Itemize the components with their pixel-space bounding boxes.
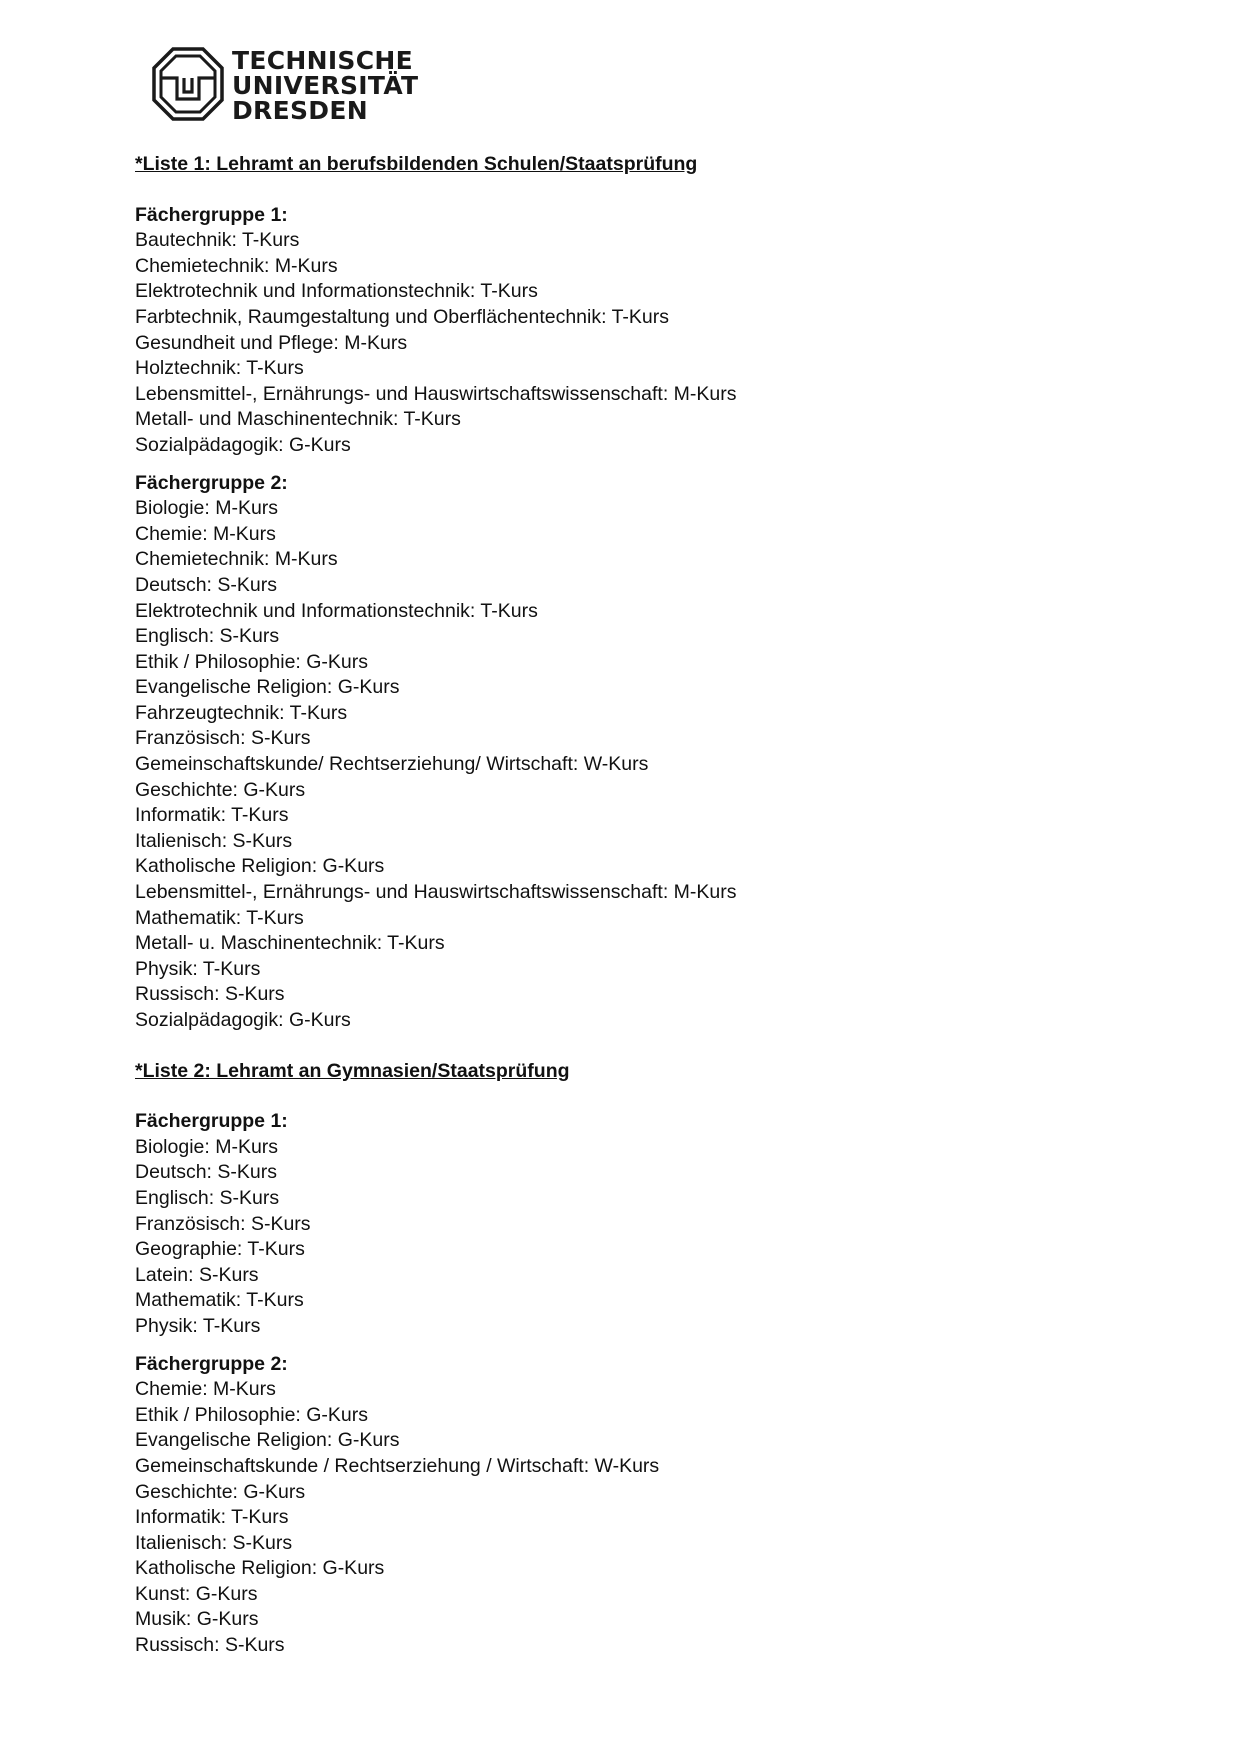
subject-item: Latein: S-Kurs [135, 1263, 259, 1286]
subject-item: Katholische Religion: G-Kurs [135, 1557, 385, 1580]
subject-item: Ethik / Philosophie: G-Kurs [135, 650, 369, 673]
subject-group [135, 1352, 1135, 1659]
subject-item: Englisch: S-Kurs [135, 625, 280, 648]
subject-item: Musik: G-Kurs [135, 1608, 259, 1631]
group-title: Fächergruppe 2: [135, 471, 288, 494]
subject-item: Gesundheit und Pflege: M-Kurs [135, 331, 408, 354]
subject-item: Deutsch: S-Kurs [135, 1161, 277, 1184]
subject-item: Metall- und Maschinentechnik: T-Kurs [135, 408, 461, 431]
subject-item: Italienisch: S-Kurs [135, 1531, 293, 1554]
group-title: Fächergruppe 1: [135, 1110, 288, 1133]
document-body [135, 152, 1135, 1684]
list-title: *Liste 2: Lehramt an Gymnasien/Staatsprüfung [135, 1059, 570, 1082]
subject-item: Informatik: T-Kurs [135, 804, 289, 827]
university-logo [152, 46, 419, 125]
subject-item: Farbtechnik, Raumgestaltung und Oberflächentechnik: T-Kurs [135, 305, 670, 328]
subject-item: Biologie: M-Kurs [135, 497, 279, 520]
subject-item: Deutsch: S-Kurs [135, 573, 277, 596]
subject-item: Biologie: M-Kurs [135, 1135, 279, 1158]
group-title: Fächergruppe 2: [135, 1352, 288, 1375]
subject-item: Fahrzeugtechnik: T-Kurs [135, 701, 348, 724]
subject-item: Chemie: M-Kurs [135, 1378, 276, 1401]
group-title: Fächergruppe 1: [135, 203, 288, 226]
subject-group [135, 203, 1135, 459]
wordmark-line: DRESDEN [232, 96, 368, 125]
subject-item: Bautechnik: T-Kurs [135, 229, 300, 252]
subject-item: Chemietechnik: M-Kurs [135, 548, 338, 571]
subject-item: Lebensmittel-, Ernährungs- und Hauswirtschaftswissenschaft: M-Kurs [135, 382, 737, 405]
subject-item: Französisch: S-Kurs [135, 727, 311, 750]
subject-item: Lebensmittel-, Ernährungs- und Hauswirtschaftswissenschaft: M-Kurs [135, 881, 737, 904]
subject-item: Italienisch: S-Kurs [135, 829, 293, 852]
subject-item: Mathematik: T-Kurs [135, 906, 304, 929]
subject-item: Englisch: S-Kurs [135, 1186, 280, 1209]
subject-group [135, 471, 1135, 1034]
wordmark-line: TECHNISCHE [232, 46, 413, 75]
subject-item: Geschichte: G-Kurs [135, 778, 306, 801]
subject-item: Gemeinschaftskunde/ Rechtserziehung/ Wirtschaft: W-Kurs [135, 753, 649, 776]
subject-item: Geschichte: G-Kurs [135, 1480, 306, 1503]
subject-item: Geographie: T-Kurs [135, 1238, 305, 1261]
subject-item: Katholische Religion: G-Kurs [135, 855, 385, 878]
subject-item: Elektrotechnik und Informationstechnik: T-Kurs [135, 280, 538, 303]
subject-item: Gemeinschaftskunde / Rechtserziehung / Wirtschaft: W-Kurs [135, 1454, 660, 1477]
subject-item: Ethik / Philosophie: G-Kurs [135, 1403, 369, 1426]
subject-item: Sozialpädagogik: G-Kurs [135, 433, 351, 456]
subject-item: Sozialpädagogik: G-Kurs [135, 1009, 351, 1031]
subject-item: Informatik: T-Kurs [135, 1506, 289, 1529]
subject-item: Metall- u. Maschinentechnik: T-Kurs [135, 932, 445, 955]
subject-item: Chemie: M-Kurs [135, 522, 276, 545]
tu-dresden-emblem-icon [152, 47, 224, 121]
subject-item: Physik: T-Kurs [135, 957, 261, 980]
university-wordmark [232, 46, 419, 125]
subject-item: Evangelische Religion: G-Kurs [135, 1429, 400, 1452]
subject-group [135, 1109, 1135, 1339]
list-title: *Liste 1: Lehramt an berufsbildenden Schulen/Staatsprüfung [135, 153, 698, 175]
subject-item: Elektrotechnik und Informationstechnik: T-Kurs [135, 599, 538, 622]
subject-item: Russisch: S-Kurs [135, 983, 285, 1006]
subject-item: Physik: T-Kurs [135, 1314, 261, 1337]
wordmark-line: UNIVERSITÄT [232, 71, 419, 100]
subject-item: Russisch: S-Kurs [135, 1634, 285, 1657]
subject-item: Chemietechnik: M-Kurs [135, 254, 338, 277]
subject-item: Holztechnik: T-Kurs [135, 357, 304, 380]
subject-item: Kunst: G-Kurs [135, 1582, 258, 1605]
list-section [135, 1059, 1135, 1659]
list-section [135, 152, 1135, 1034]
subject-item: Evangelische Religion: G-Kurs [135, 676, 400, 699]
subject-item: Mathematik: T-Kurs [135, 1289, 304, 1312]
subject-item: Französisch: S-Kurs [135, 1212, 311, 1235]
